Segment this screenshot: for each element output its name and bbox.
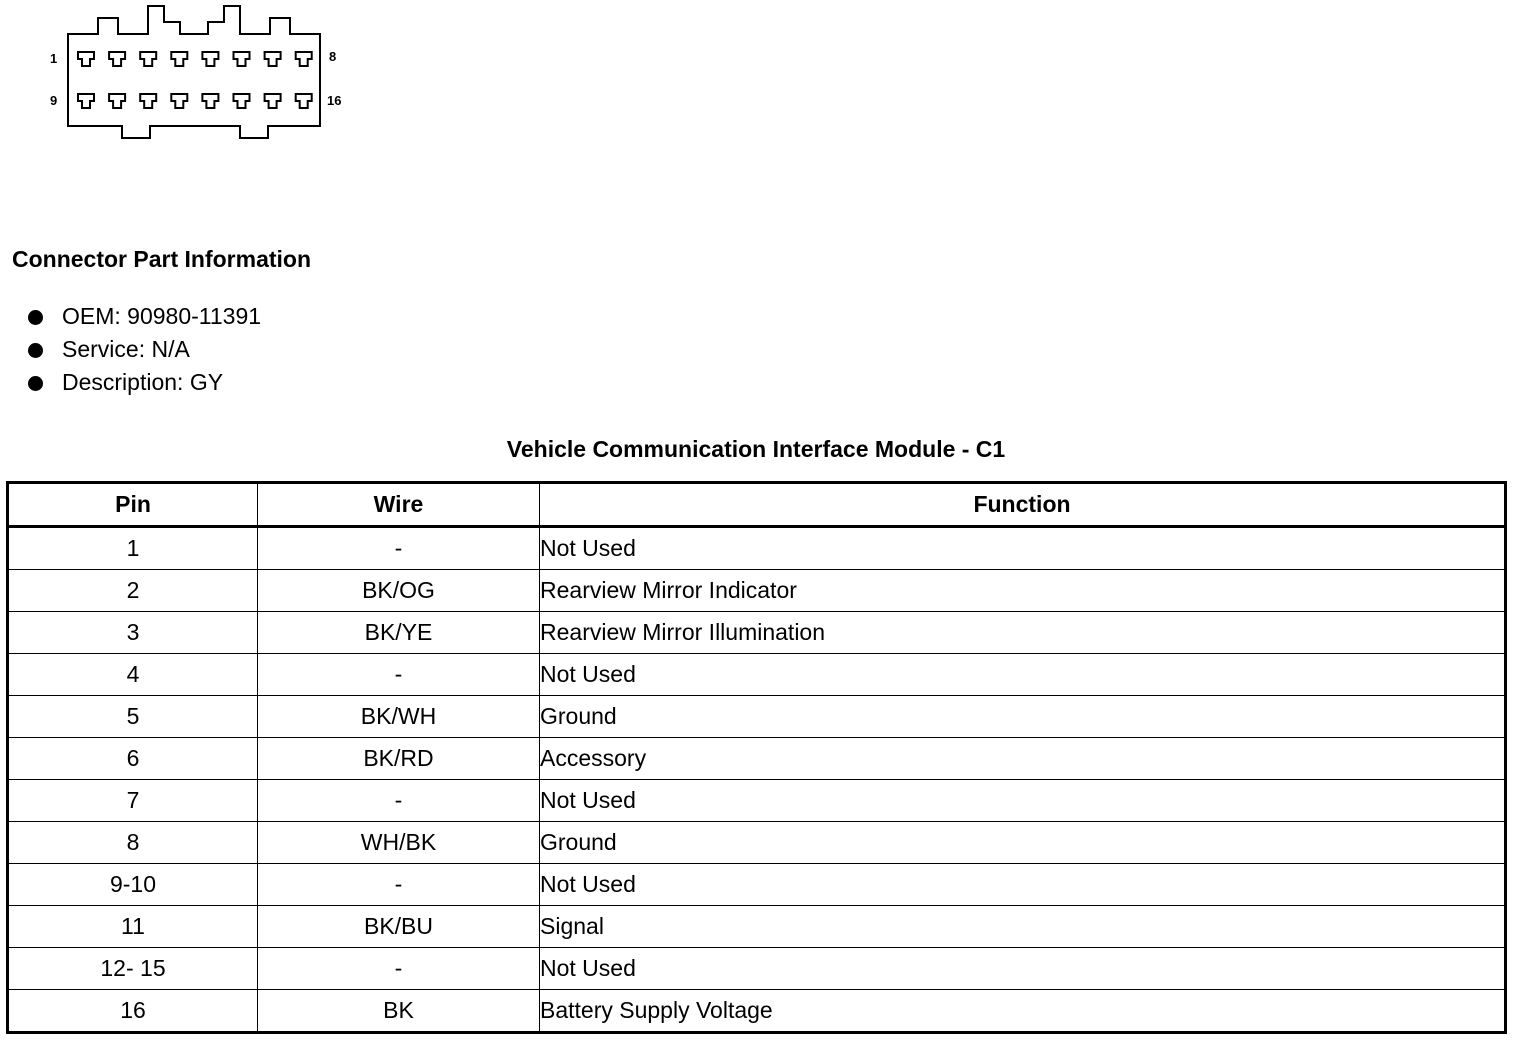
pin-row-top [78, 52, 312, 66]
cell-pin: 3 [8, 612, 258, 654]
pin-terminal-3 [140, 52, 156, 66]
table-row [8, 864, 1506, 906]
cell-function: Accessory [540, 738, 1506, 780]
pin-terminal-15 [265, 94, 281, 108]
part-info-description [28, 366, 261, 399]
pin-terminal-5 [202, 52, 218, 66]
table-row [8, 948, 1506, 990]
cell-function: Not Used [540, 654, 1506, 696]
cell-pin: 2 [8, 570, 258, 612]
cell-function: Rearview Mirror Indicator [540, 570, 1506, 612]
table-row [8, 780, 1506, 822]
cell-pin: 8 [8, 822, 258, 864]
part-info-oem [28, 300, 261, 333]
cell-pin: 9-10 [8, 864, 258, 906]
cell-wire: BK/OG [258, 570, 540, 612]
part-info-service-text: Service: N/A [62, 336, 190, 362]
cell-function: Ground [540, 822, 1506, 864]
cell-wire: BK/YE [258, 612, 540, 654]
pin-terminal-2 [109, 52, 125, 66]
pin-label-9: 9 [50, 93, 58, 108]
pin-row-bottom [78, 94, 312, 108]
table-row [8, 990, 1506, 1033]
table-row [8, 570, 1506, 612]
cell-function: Not Used [540, 527, 1506, 570]
pin-terminal-14 [234, 94, 250, 108]
cell-wire: - [258, 527, 540, 570]
cell-wire: BK/BU [258, 906, 540, 948]
pin-table [6, 481, 1507, 1034]
pin-terminal-13 [202, 94, 218, 108]
pin-terminal-4 [171, 52, 187, 66]
table-row [8, 906, 1506, 948]
part-info-description-text: Description: GY [62, 369, 224, 395]
bullet-icon [28, 376, 43, 391]
header-wire: Wire [258, 483, 540, 527]
table-row [8, 654, 1506, 696]
cell-pin: 11 [8, 906, 258, 948]
cell-function: Not Used [540, 864, 1506, 906]
table-row [8, 696, 1506, 738]
header-function: Function [540, 483, 1506, 527]
pin-terminal-11 [140, 94, 156, 108]
cell-function: Battery Supply Voltage [540, 990, 1506, 1033]
pin-terminal-12 [171, 94, 187, 108]
connector-outline [40, 0, 360, 150]
cell-function: Not Used [540, 948, 1506, 990]
pin-terminal-7 [265, 52, 281, 66]
pin-label-16: 16 [327, 93, 342, 108]
cell-wire: - [258, 780, 540, 822]
pin-terminal-1 [78, 52, 94, 66]
header-pin: Pin [8, 483, 258, 527]
cell-wire: BK/WH [258, 696, 540, 738]
cell-pin: 12- 15 [8, 948, 258, 990]
table-header-row [8, 483, 1506, 527]
cell-wire: - [258, 654, 540, 696]
pin-terminal-9 [78, 94, 94, 108]
cell-pin: 16 [8, 990, 258, 1033]
pin-terminal-8 [296, 52, 312, 66]
cell-function: Signal [540, 906, 1506, 948]
part-info-oem-text: OEM: 90980-11391 [62, 303, 262, 329]
connector-part-info-heading: Connector Part Information [12, 246, 312, 272]
table-title: Vehicle Communication Interface Module - C1 [506, 436, 1006, 462]
pin-label-8: 8 [329, 49, 337, 64]
cell-wire: - [258, 948, 540, 990]
cell-wire: BK/RD [258, 738, 540, 780]
pin-terminal-16 [296, 94, 312, 108]
bullet-icon [28, 310, 43, 325]
table-row [8, 527, 1506, 570]
cell-pin: 1 [8, 527, 258, 570]
cell-function: Ground [540, 696, 1506, 738]
cell-pin: 5 [8, 696, 258, 738]
pin-terminal-10 [109, 94, 125, 108]
cell-function: Not Used [540, 780, 1506, 822]
table-row [8, 612, 1506, 654]
table-row [8, 738, 1506, 780]
cell-pin: 7 [8, 780, 258, 822]
cell-function: Rearview Mirror Illumination [540, 612, 1506, 654]
cell-wire: BK [258, 990, 540, 1033]
pin-label-1: 1 [50, 51, 58, 66]
connector-diagram [40, 0, 360, 150]
pin-terminal-6 [234, 52, 250, 66]
cell-wire: WH/BK [258, 822, 540, 864]
part-info-list [28, 300, 261, 399]
cell-pin: 6 [8, 738, 258, 780]
cell-pin: 4 [8, 654, 258, 696]
bullet-icon [28, 343, 43, 358]
table-row [8, 822, 1506, 864]
cell-wire: - [258, 864, 540, 906]
part-info-service [28, 333, 261, 366]
